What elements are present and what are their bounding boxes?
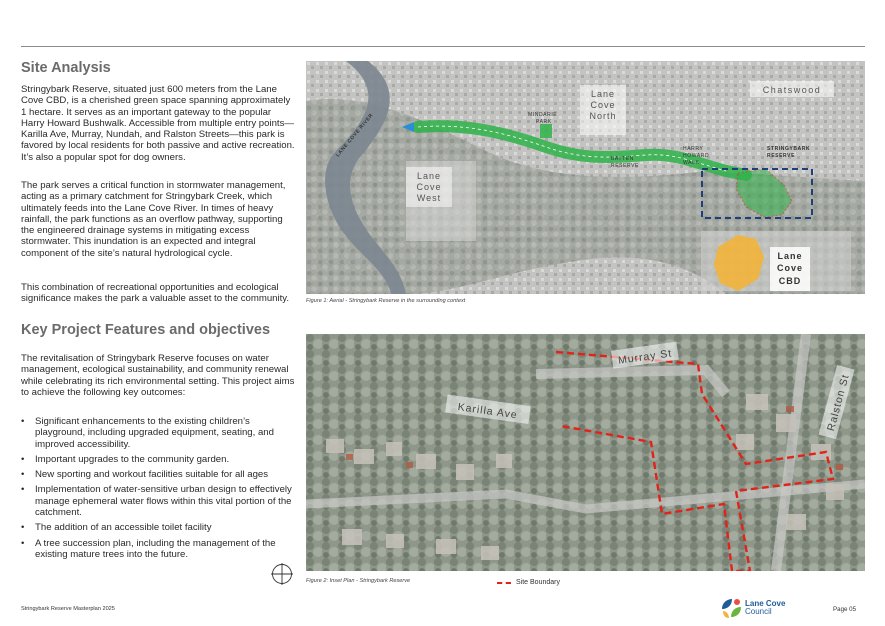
figure-1-caption: Figure 1: Aerial - Stringybark Reserve in the surrounding context [306, 298, 466, 304]
figure-2-caption: Figure 2: Inset Plan - Stringybark Reserve [306, 578, 411, 584]
features-list [21, 416, 301, 564]
stringybark-label-1: STRINGYBARK [767, 146, 811, 152]
cbd-label-3: CBD [778, 276, 802, 286]
karilla-ave-label: Karilla Ave [456, 401, 519, 422]
features-intro: The revitalisation of Stringybark Reserve focuses on water management, ecological sustainability, and community renewal while celebrating its rich environmental setting. This project aims to achieve the following key outcomes: [21, 353, 295, 398]
list-item [21, 538, 301, 561]
mindarie-label-1: MINDARIE [528, 112, 558, 118]
footer-document-title: Stringybark Reserve Masterplan 2025 [21, 606, 115, 612]
murray-st-label: Murray St [617, 347, 673, 367]
analysis-paragraph-2: The park serves a critical function in stormwater management, acting as a primary catchment for Stringybark Creek, which ultimately feeds into the Lane Cove River. In times of heavy rainfall, the park functions as an overflow pathway, supporting the engineered drainage systems in mitigating excess stormwater. This inundation is an expected and integral component of the site’s natural hydrological cycle. [21, 180, 286, 259]
logo-text-line-1: Lane Cove [745, 598, 786, 608]
bullet-icon: • [21, 416, 25, 427]
analysis-paragraph-1: Stringybark Reserve, situated just 600 meters from the Lane Cove CBD, is a cherished green space spanning approximately 1 hectare. It serves as an important gateway to the popular Harry Howard Bushwalk. Accessible from multiple entry points—Karilla Ave, Murray, Nundah, and Ralston Streets—this park is favored by local residents for both passive and active recreation. It’s also a popular spot for dog owners. [21, 84, 295, 163]
site-analysis-heading: Site Analysis [21, 60, 111, 76]
lane-cove-north-label-3: North [589, 111, 617, 121]
lane-cove-west-label-2: Cove [416, 182, 442, 192]
list-item [21, 522, 301, 533]
bullet-icon: • [21, 469, 25, 481]
harry-howard-label-3: WALK [683, 160, 700, 166]
features-heading: Key Project Features and objectives [21, 322, 271, 338]
lane-cove-west-label-3: West [416, 193, 442, 203]
harry-howard-label-1: HARRY [683, 146, 704, 152]
logo-text-line-2: Council [745, 607, 772, 616]
north-arrow-icon [271, 563, 293, 585]
page-number: Page 05 [833, 606, 857, 613]
ralston-st-label: Ralston St [825, 372, 852, 433]
lane-cove-north-label-2: Cove [590, 100, 616, 110]
list-item [21, 416, 301, 450]
cbd-label-2: Cove [776, 263, 804, 273]
list-item-text: New sporting and workout facilities suitable for all ages [35, 469, 269, 481]
batten-label-1: BATTEN [611, 156, 634, 162]
council-logo [720, 596, 800, 620]
list-item [21, 484, 301, 518]
list-item-text: Important upgrades to the community garden. [35, 453, 230, 465]
site-boundary-legend [497, 579, 560, 586]
lane-cove-north-label-1: Lane [590, 89, 616, 99]
bullet-icon: • [21, 453, 25, 465]
bullet-icon: • [21, 522, 25, 534]
list-item [21, 469, 301, 480]
list-item [21, 454, 301, 465]
analysis-paragraph-3: This combination of recreational opportunities and ecological significance makes the park a valuable asset to the community. [21, 282, 290, 305]
dashed-line-icon [497, 582, 511, 584]
river-label: LANE COVE RIVER [334, 112, 375, 159]
stringybark-label-2: RESERVE [767, 153, 796, 159]
list-item-text: Implementation of water-sensitive urban design to effectively manage ephemeral water flows within this vital portion of the catchment. [35, 484, 292, 519]
mindarie-label-2: PARK [536, 119, 552, 125]
chatswood-label: Chatswood [762, 85, 822, 95]
inset-plan-map [306, 334, 865, 571]
mindarie-park-marker [540, 124, 552, 138]
top-rule [21, 46, 865, 47]
harry-howard-label-2: HOWARD [683, 153, 710, 159]
list-item-text: Significant enhancements to the existing children’s playground, including upgraded equipment, seating, and improved accessibility. [35, 416, 274, 450]
lane-cove-west-label-1: Lane [416, 171, 442, 181]
batten-label-2: RESERVE [611, 163, 640, 169]
aerial-context-map [306, 61, 865, 294]
bullet-icon: • [21, 537, 25, 549]
council-leaf-icon [720, 597, 742, 619]
list-item-text: A tree succession plan, including the management of the existing mature trees into the future. [35, 537, 276, 560]
cbd-label-1: Lane [777, 251, 803, 261]
bullet-icon: • [21, 484, 25, 496]
list-item-text: The addition of an accessible toilet facility [35, 522, 212, 534]
legend-label: Site Boundary [516, 579, 560, 586]
